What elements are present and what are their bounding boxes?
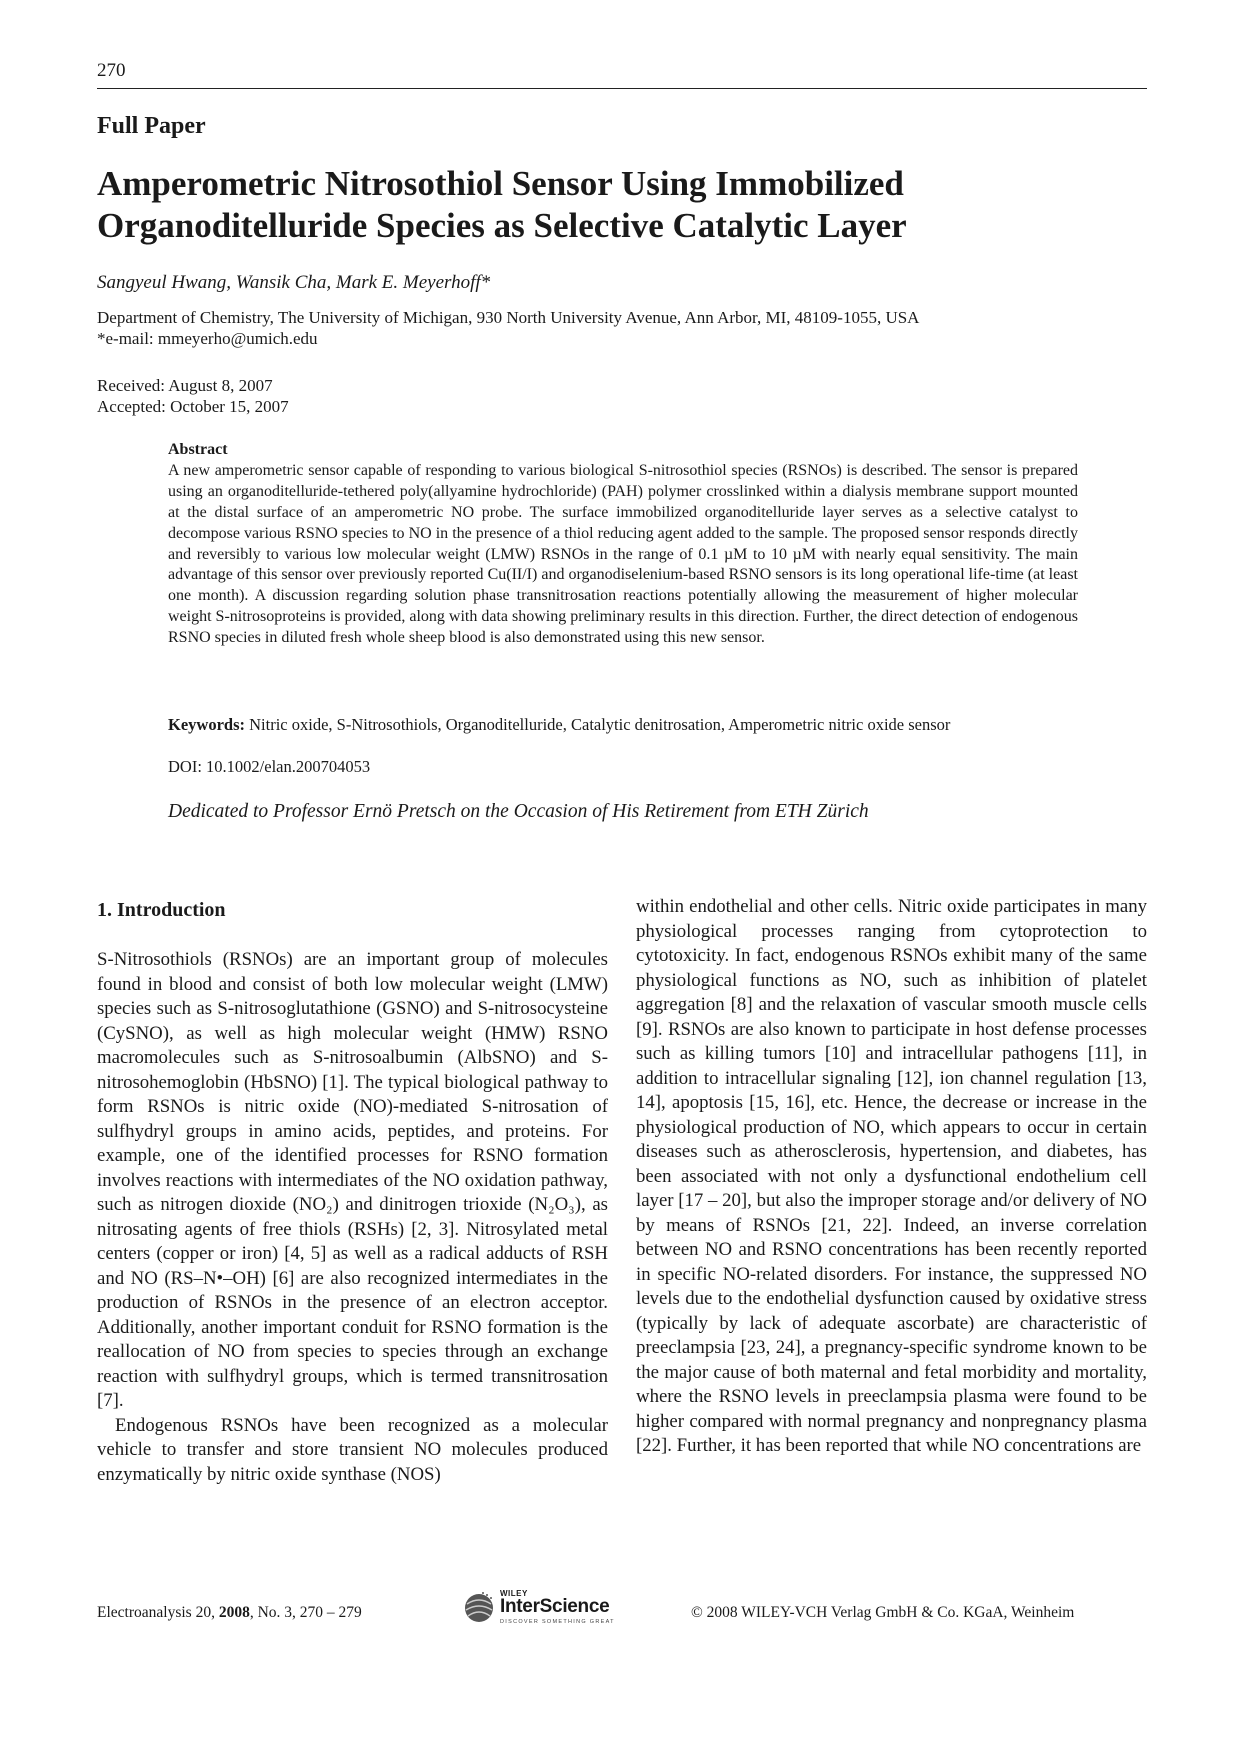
body-column-left <box>97 898 608 1487</box>
affiliation-block <box>97 307 919 349</box>
dedication: Dedicated to Professor Ernö Pretsch on the Occasion of His Retirement from ETH Zürich <box>168 801 869 822</box>
logo-publisher: WILEY <box>500 1589 528 1598</box>
title-line-2: Organoditelluride Species as Selective Catalytic Layer <box>97 206 907 245</box>
header-rule <box>97 88 1147 89</box>
journal-citation <box>97 1604 362 1622</box>
abstract <box>168 440 1078 649</box>
article-title <box>97 163 1147 247</box>
copyright: © 2008 WILEY-VCH Verlag GmbH & Co. KGaA, Weinheim <box>691 1604 1075 1621</box>
body-column-right <box>636 895 1147 1459</box>
affiliation: Department of Chemistry, The University of Michigan, 930 North University Avenue, Ann Arbor, MI, 48109-1055, USA <box>97 308 920 327</box>
logo-name: InterScience <box>500 1596 610 1617</box>
intro-paragraph-3: within endothelial and other cells. Nitric oxide participates in many physiological processes ranging from cytoprotection to cytotoxicity. In fact, endogenous RSNOs exhibit many of the same physiological functions as NO, such as inhibition of platelet aggregation [8] and the relaxation of vascular smooth muscle cells [9]. RSNOs are also known to participate in host defense processes such as killing tumors [10] and intracellular pathogens [11], in addition to intracellular signaling [12], ion channel regulation [13, 14], apoptosis [15, 16], etc. Hence, the decrease or increase in the physiological production of NO, which appears to occur in certain diseases such as atherosclerosis, hypertension, and diabetes, has been associated with not only a dysfunctional endothelium cell layer [17 – 20], but also the improper storage and/or delivery of NO by means of RSNOs [21, 22]. Indeed, an inverse correlation between NO and RSNO concentrations has been recently reported in specific NO-related disorders. For instance, the suppressed NO levels due to the endothelial dysfunction caused by oxidative stress (typically by lack of adequate ascorbate) are characteristic of preeclampsia [23, 24], a pregnancy-specific syndrome known to be the major cause of both maternal and fetal morbidity and mortality, where the RSNO levels in preeclampsia plasma were found to be higher compared with normal pregnancy and nonpregnancy plasma [22]. Further, it has been reported that while NO concentrations are <box>636 896 1147 1456</box>
author-list: Sangyeul Hwang, Wansik Cha, Mark E. Meyerhoff* <box>97 272 491 293</box>
email: *e-mail: mmeyerho@umich.edu <box>97 329 318 348</box>
page-number: 270 <box>97 60 126 81</box>
keywords-label: Keywords: <box>168 715 245 734</box>
intro-paragraph-1: S-Nitrosothiols (RSNOs) are an important group of molecules found in blood and consist of both low molecular weight (LMW) species such as S-nitrosoglutathione (GSNO) and S-nitrosocysteine (CySNO), as well as high molecular weight (HMW) RSNO macromolecules such as S-nitrosoalbumin (AlbSNO) and S-nitrosohemoglobin (HbSNO) [1]. The typical biological pathway to form RSNOs is nitric oxide (NO)-mediated S-nitrosation of sulfhydryl groups in amino acids, peptides, and proteins. For example, one of the identified processes for RSNO formation involves reactions with intermediates of the NO oxidation pathway, such as nitrogen dioxide (NO₂) and dinitrogen trioxide (N₂O₃), as nitrosating agents of free thiols (RSHs) [2, 3]. Nitrosylated metal centers (copper or iron) [4, 5] as well as a radical adducts of RSH and NO (RS–N•–OH) [6] are also recognized intermediates in the production of RSNOs in the presence of an electron acceptor. Additionally, another important conduit for RSNO formation is the reallocation of NO from species to species through an exchange reaction with sulfhydryl groups, which is termed transnitrosation [7]. <box>97 949 608 1411</box>
journal-suffix: , No. 3, 270 – 279 <box>249 1604 362 1621</box>
introduction-heading: 1. Introduction <box>97 899 226 921</box>
logo-tagline: DISCOVER SOMETHING GREAT <box>500 1619 615 1625</box>
received-date: Received: August 8, 2007 <box>97 376 273 395</box>
title-line-1: Amperometric Nitrosothiol Sensor Using Immobilized <box>97 164 904 203</box>
doi: DOI: 10.1002/elan.200704053 <box>168 757 371 776</box>
journal-prefix: Electroanalysis 20, <box>97 1604 219 1621</box>
interscience-logo <box>462 1589 622 1627</box>
keywords <box>168 715 1088 735</box>
abstract-heading: Abstract <box>168 441 228 458</box>
accepted-date: Accepted: October 15, 2007 <box>97 397 289 416</box>
interscience-globe-icon <box>462 1591 496 1625</box>
date-block <box>97 375 289 417</box>
section-label: Full Paper <box>97 113 206 139</box>
abstract-body: A new amperometric sensor capable of responding to various biological S-nitrosothiol species (RSNOs) is described. The sensor is prepared using an organoditelluride-tethered poly(allyamine hydrochloride) (PAH) polymer crosslinked within a dialysis membrane support mounted at the distal surface of an amperometric NO probe. The surface immobilized organoditelluride layer serves as a selective catalyst to decompose various RSNO species to NO in the presence of a thiol reducing agent added to the sample. The proposed sensor responds directly and reversibly to various low molecular weight (LMW) RSNOs in the range of 0.1 µM to 10 µM with nearly equal sensitivity. The main advantage of this sensor over previously reported Cu(II/I) and organodiselenium-based RSNO sensors is its long operational life-time (at least one month). A discussion regarding solution phase transnitrosation reactions potentially allowing the measurement of higher molecular weight S-nitrosoproteins is provided, along with data showing preliminary results in this direction. Further, the direct detection of endogenous RSNO species in diluted fresh whole sheep blood is also demonstrated using this new sensor. <box>168 461 1078 647</box>
intro-paragraph-2: Endogenous RSNOs have been recognized as a molecular vehicle to transfer and store transient NO molecules produced enzymatically by nitric oxide synthase (NOS) <box>97 1414 608 1485</box>
keywords-text: Nitric oxide, S-Nitrosothiols, Organoditelluride, Catalytic denitrosation, Amperometric nitric oxide sensor <box>249 715 951 734</box>
journal-year: 2008 <box>218 1604 250 1621</box>
